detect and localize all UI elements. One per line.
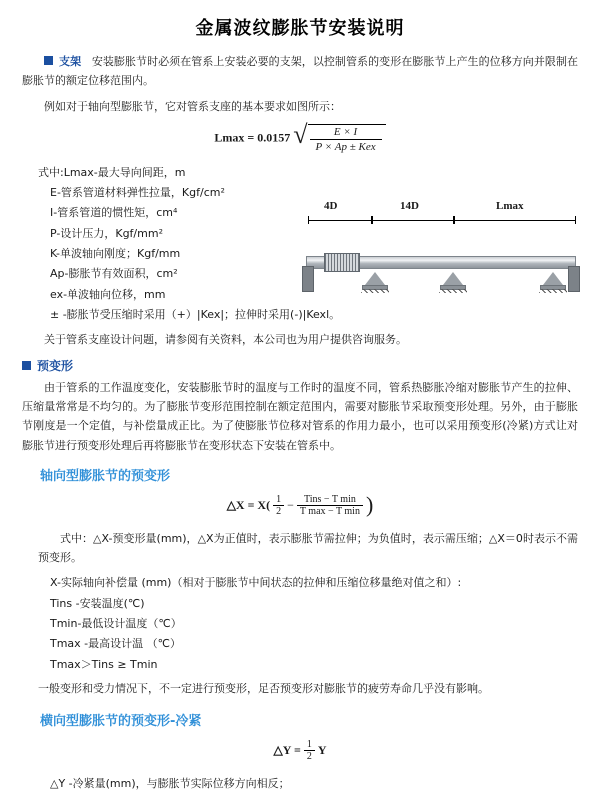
anchor-block-right: [568, 266, 580, 292]
diagram-dimension-labels: [300, 200, 582, 216]
support-section-intro: [22, 52, 578, 91]
expansion-joint-diagram: [300, 200, 582, 310]
document-body: [0, 52, 600, 794]
guide-support-3: [540, 270, 566, 290]
predeform-section-header: [22, 357, 578, 374]
axial-predeform-heading: 轴向型膨胀节的预变形: [40, 468, 171, 484]
definition-item: 式中:Lmax-最大导向间距，m: [38, 165, 186, 179]
dimension-line-lmax: [454, 216, 576, 224]
predeform-section-para1: 由于管系的工作温度变化，安装膨胀节时的温度与工作时的温度不同，管系热膨胀冷缩对膨胀节产生的拉伸、压缩量常常是不均匀的。为了膨胀节变形范围控制在额定范围内，需要对膨胀节采取预变形处理。另外，由于膨胀节刚度是一个定值，与补偿量成正比。为了使膨胀节位移对管系的作用力最小，也可以采用预变形(冷紧)方式让对膨胀节进行预变形处理后再将膨胀节在变形状态下安装在管系中。: [22, 380, 578, 452]
predeform-section-heading: 预变形: [37, 358, 74, 373]
anchor-block-left: [302, 266, 314, 292]
definition-item: K-单波轴向刚度；Kgf/mm: [50, 247, 181, 261]
lateral-definition-list: [22, 774, 578, 794]
blue-square-bullet-icon: [44, 56, 53, 65]
dimension-line-4d: [308, 216, 372, 224]
diagram-label-4d: 4D: [324, 200, 338, 212]
diagram-label-14d: 14D: [400, 200, 419, 212]
guide-support-2: [440, 270, 466, 290]
axial-note-intro: 式中：△X-预变形量(mm)，△X为正值时，表示膨胀节需拉伸；为负值时，表示需压缩；△X＝0时表示不需预变形。: [38, 531, 578, 564]
formula-axial-fraction-temp: $\frac{\text{Tins − T min}}{\text{T max − T min}}$: [297, 494, 363, 517]
axial-definition-item: Tmax -最高设计温 （℃）: [50, 637, 182, 651]
definition-item: Ap-膨胀节有效面积，cm²: [50, 267, 178, 281]
sqrt-icon: [293, 119, 385, 153]
support-section-para1: 安装膨胀节时必须在管系上安装必要的支架，以控制管系的变形在膨胀节上产生的位移方向并限制在膨胀节的额定位移范围内。: [22, 55, 579, 88]
formula-lmax-lhs: Lmax = 0.0157: [214, 130, 291, 144]
formula-lmax-denominator: P × Ap ± Kex: [315, 140, 376, 153]
support-section-para2: 例如对于轴向型膨胀节，它对管系支座的基本要求如图所示：: [44, 99, 341, 113]
formula-lmax: [22, 119, 578, 153]
support-design-note: 关于管系支座设计问题，请参阅有关资料，本公司也为用户提供咨询服务。: [44, 332, 407, 346]
axial-definition-item: Tmax＞Tins ≥ Tmin: [50, 657, 158, 671]
lateral-predeform-heading: 横向型膨胀节的预变形-冷紧: [40, 713, 202, 729]
formula-lateral-lhs: △Y =: [273, 742, 301, 757]
document-page: [0, 14, 600, 790]
formula-axial-lhs: △X = X(: [226, 497, 271, 512]
formula-axial-minus: −: [287, 497, 294, 512]
formula-lmax-fraction: [310, 126, 382, 153]
radical-sign-icon: √: [293, 119, 308, 149]
formula-lateral-rhs: Y: [317, 742, 327, 757]
bellows-element: [324, 253, 360, 272]
axial-definition-item: X-实际轴向补偿量 (mm)（相对于膨胀节中间状态的拉伸和压缩位移量绝对值之和）:: [50, 576, 462, 590]
formula-lmax-expression: [214, 119, 385, 153]
lateral-definition-item: △Y -冷紧量(mm)，与膨胀节实际位移方向相反；: [50, 776, 290, 790]
page-title: 金属波纹膨胀节安装说明: [195, 18, 405, 39]
formula-axial-predeform: [22, 494, 578, 517]
formula-lmax-numerator: E × I: [310, 126, 382, 140]
axial-definition-list: [22, 573, 578, 675]
blue-square-bullet-icon: [22, 361, 31, 370]
definition-item: I-管系管道的惯性矩，cm⁴: [50, 206, 178, 220]
guide-support-1: [362, 270, 388, 290]
definition-item: P-设计压力，Kgf/mm²: [50, 226, 163, 240]
axial-definition-item: Tmin-最低设计温度（℃）: [50, 616, 182, 630]
formula-lateral-fraction-half: $\frac{1}{2}$: [304, 739, 315, 762]
support-section-heading: 支架: [59, 55, 82, 68]
formula-axial-fraction-half: $\frac{1}{2}$: [273, 494, 284, 517]
axial-definition-item: Tins -安装温度(℃): [50, 596, 145, 610]
formula-lateral-predeform: [22, 739, 578, 762]
definition-item: ex-单波轴向位移，mm: [50, 287, 166, 301]
pipe-assembly-drawing: [300, 234, 582, 296]
dimension-line-14d: [372, 216, 454, 224]
definition-item: ± -膨胀节受压缩时采用（+）|Kex|；拉伸时采用(-)|Kexl。: [50, 308, 341, 322]
axial-tail-note: 一般变形和受力情况下，不一定进行预变形，足否预变形对膨胀节的疲劳寿命几乎没有影响。: [38, 681, 489, 695]
formula-axial-rhs: ): [365, 492, 374, 518]
diagram-label-lmax: Lmax: [496, 200, 524, 212]
definition-item: E-管系管道材料弹性拉量，Kgf/cm²: [50, 186, 225, 200]
